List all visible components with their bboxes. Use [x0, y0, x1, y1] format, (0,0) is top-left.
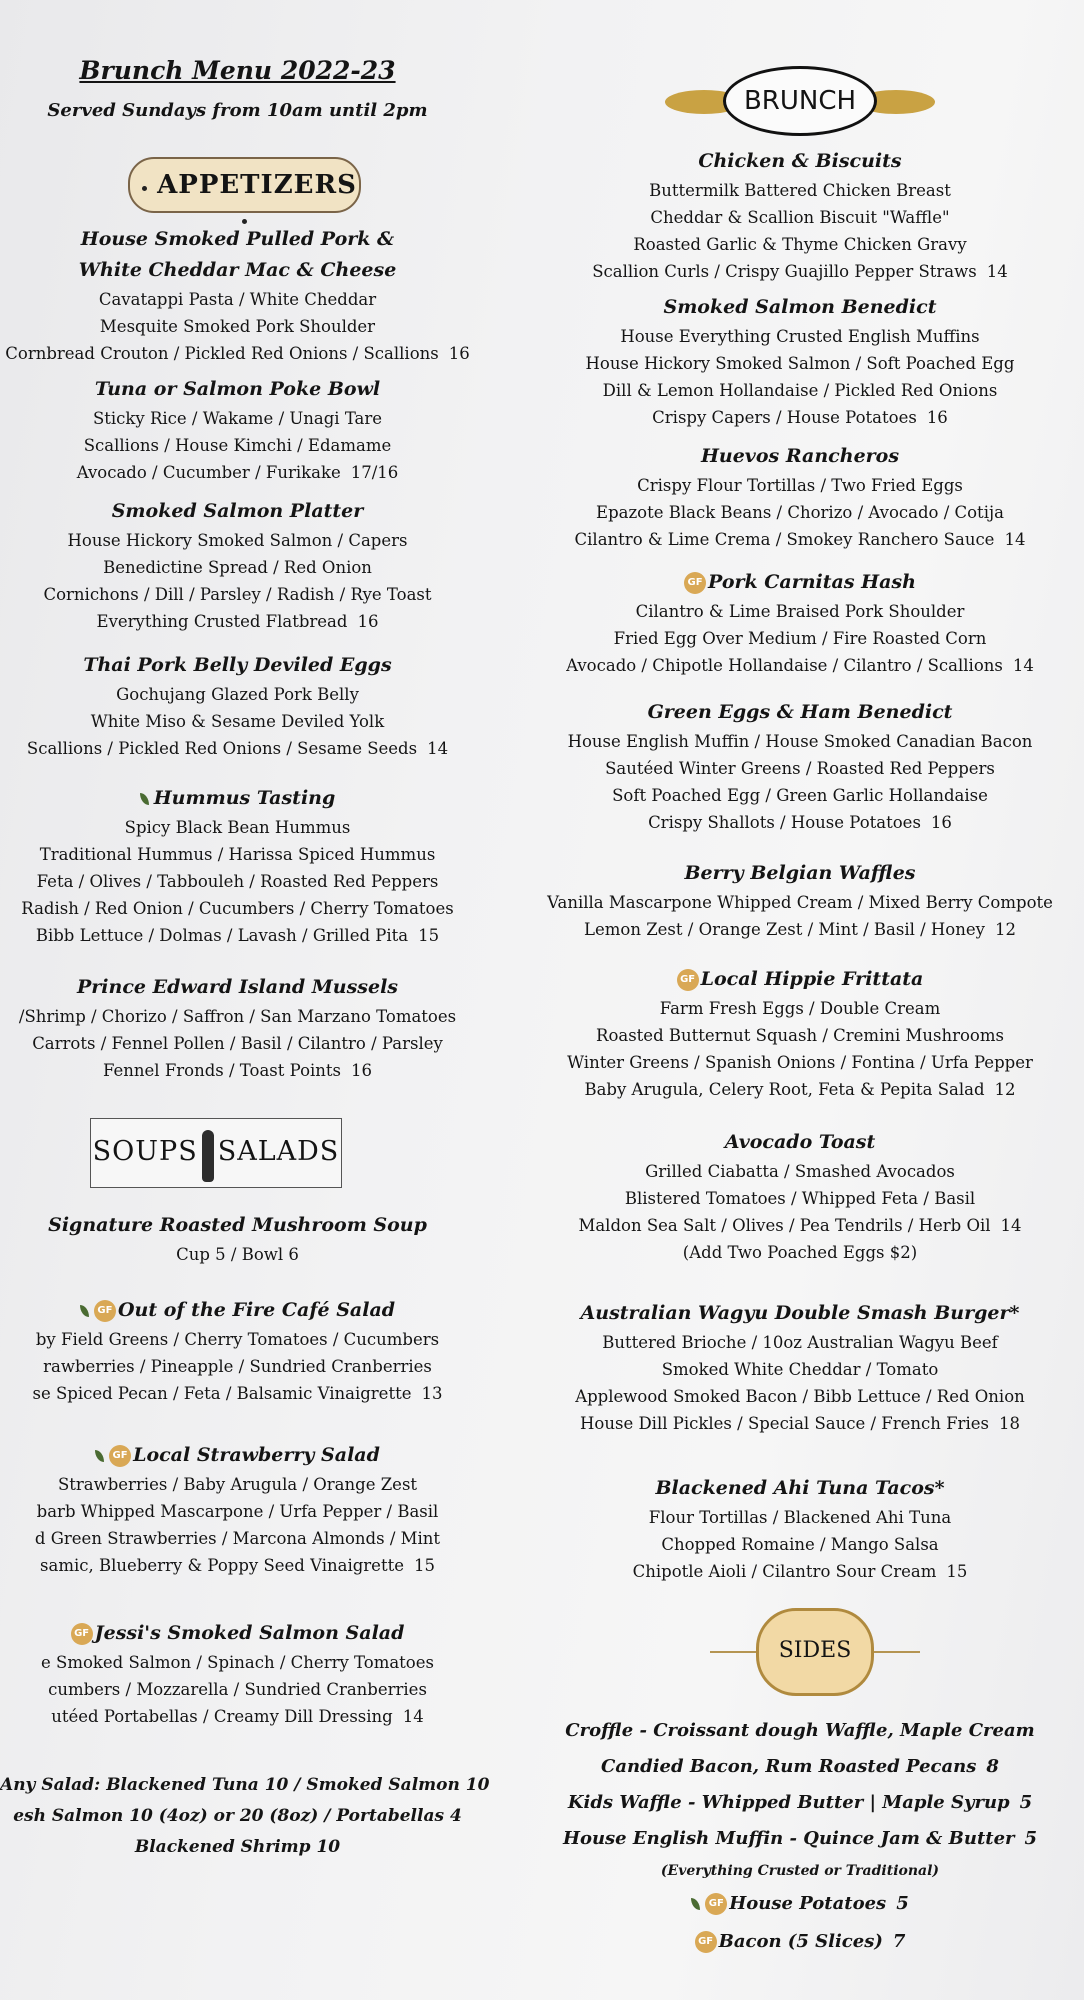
item-name: Berry Belgian Waffles: [684, 862, 916, 884]
brunch-item: GF Local Hippie Frittata Farm Fresh Eggs / Double Cream Roasted Butternut Squash / Cremini Mushrooms Winter Greens / Spanish Onions / Fontina / Urfa Pepper Baby Arugula, Celery Root, Feta & Pepita Salad 12: [530, 964, 1070, 1103]
item-name: GF Pork Carnitas Hash: [530, 567, 1070, 598]
vegetarian-leaf-icon: [80, 1305, 89, 1317]
appetizer-item: Thai Pork Belly Deviled Eggs Gochujang Glazed Pork Belly White Miso & Sesame Deviled Yolk Scallions / Pickled Red Onions / Sesame Seeds 14: [0, 650, 475, 762]
vegetarian-leaf-icon: [691, 1898, 700, 1910]
item-price: 16: [926, 408, 948, 427]
item-name: GF Out of the Fire Café Salad: [0, 1295, 475, 1326]
item-price: 15: [413, 1556, 435, 1575]
brunch-item: Green Eggs & Ham Benedict House English Muffin / House Smoked Canadian Bacon Sautéed Winter Greens / Roasted Red Peppers Soft Poached Egg / Green Garlic Hollandaise Crispy Shallots / House Potatoes 16: [530, 697, 1070, 836]
item-name: Green Eggs & Ham Benedict: [647, 701, 953, 723]
vegetarian-leaf-icon: [95, 1450, 104, 1462]
salad-addons: Any Salad: Blackened Tuna 10 / Smoked Salmon 10 esh Salmon 10 (4oz) or 20 (8oz) / Portabellas 4 Blackened Shrimp 10: [0, 1775, 490, 1857]
side-item: Croffle - Croissant dough Waffle, Maple Cream: [565, 1720, 1035, 1741]
brunch-item: GF Pork Carnitas Hash Cilantro & Lime Braised Pork Shoulder Fried Egg Over Medium / Fire Roasted Corn Avocado / Chipotle Hollandaise / Cilantro / Scallions 14: [530, 567, 1070, 679]
gluten-free-icon: GF: [705, 1893, 727, 1915]
menu-subtitle: Served Sundays from 10am until 2pm: [47, 100, 428, 121]
brunch-item: Avocado Toast Grilled Ciabatta / Smashed Avocados Blistered Tomatoes / Whipped Feta / Basil Maldon Sea Salt / Olives / Pea Tendrils / Herb Oil 14 (Add Two Poached Eggs $2): [530, 1127, 1070, 1266]
appetizer-item: House Smoked Pulled Pork & White Cheddar Mac & Cheese Cavatappi Pasta / White Cheddar Mesquite Smoked Pork Shoulder Cornbread Crouton / Pickled Red Onions / Scallions 16: [0, 224, 475, 367]
gluten-free-icon: GF: [695, 1931, 717, 1953]
appetizer-item: Hummus Tasting Spicy Black Bean Hummus Traditional Hummus / Harissa Spiced Hummus Feta / Olives / Tabbouleh / Roasted Red Peppers Radish / Red Onion / Cucumbers / Cherry Tomatoes Bibb Lettuce / Dolmas / Lavash / Grilled Pita 15: [0, 783, 475, 949]
item-name: House Smoked Pulled Pork &: [80, 228, 395, 250]
brunch-item: Huevos Rancheros Crispy Flour Tortillas / Two Fried Eggs Epazote Black Beans / Chorizo / Avocado / Cotija Cilantro & Lime Crema / Smokey Ranchero Sauce 14: [530, 441, 1070, 553]
item-price: 16: [357, 612, 379, 631]
soups-salads-header: SOUPS SALADS: [90, 1118, 342, 1188]
brunch-item: Berry Belgian Waffles Vanilla Mascarpone Whipped Cream / Mixed Berry Compote Lemon Zest / Orange Zest / Mint / Basil / Honey 12: [530, 858, 1070, 943]
brunch-item: Blackened Ahi Tuna Tacos* Flour Tortillas / Blackened Ahi Tuna Chopped Romaine / Mango Salsa Chipotle Aioli / Cilantro Sour Cream 15: [530, 1473, 1070, 1585]
side-item: GF Bacon (5 Slices) 7: [530, 1923, 1070, 1961]
salad-item: GF Jessi's Smoked Salmon Salad e Smoked Salmon / Spinach / Cherry Tomatoes cumbers / Mozzarella / Sundried Cranberries utéed Portabellas / Creamy Dill Dressing 14: [0, 1618, 475, 1730]
brunch-header: BRUNCH: [665, 66, 935, 138]
item-price: 14: [427, 739, 449, 758]
side-item: Candied Bacon, Rum Roasted Pecans 8: [601, 1756, 999, 1777]
item-price: 14: [1012, 656, 1034, 675]
item-price: 12: [994, 920, 1016, 939]
side-item: House English Muffin - Quince Jam & Butter 5: [562, 1828, 1038, 1849]
item-name: Prince Edward Island Mussels: [76, 976, 398, 998]
sides-list: [530, 1713, 1070, 1961]
gluten-free-icon: GF: [109, 1445, 131, 1467]
appetizer-item: Prince Edward Island Mussels /Shrimp / Chorizo / Saffron / San Marzano Tomatoes Carrots / Fennel Pollen / Basil / Cilantro / Parsley Fennel Fronds / Toast Points 16: [0, 972, 475, 1084]
item-price: 13: [421, 1384, 443, 1403]
item-name-line2: White Cheddar Mac & Cheese: [78, 259, 397, 281]
soup-item: Signature Roasted Mushroom Soup Cup 5 / Bowl 6: [0, 1210, 475, 1268]
brunch-item: Smoked Salmon Benedict House Everything Crusted English Muffins House Hickory Smoked Salmon / Soft Poached Egg Dill & Lemon Hollandaise / Pickled Red Onions Crispy Capers / House Potatoes 16: [530, 292, 1070, 431]
side-note: (Everything Crusted or Traditional): [660, 1863, 940, 1879]
salad-item: GF Out of the Fire Café Salad by Field Greens / Cherry Tomatoes / Cucumbers rawberries / Pineapple / Sundried Cranberries se Spiced Pecan / Feta / Balsamic Vinaigrette 13: [0, 1295, 475, 1407]
side-item: GF House Potatoes 5: [530, 1885, 1070, 1923]
item-name: GF Jessi's Smoked Salmon Salad: [0, 1618, 475, 1649]
item-price: 14: [986, 262, 1008, 281]
item-name: Chicken & Biscuits: [698, 150, 902, 172]
brunch-item: Australian Wagyu Double Smash Burger* Buttered Brioche / 10oz Australian Wagyu Beef Smoked White Cheddar / Tomato Applewood Smoked Bacon / Bibb Lettuce / Red Onion House Dill Pickles / Special Sauce / French Fries 18: [530, 1298, 1070, 1437]
item-price: 14: [1000, 1216, 1022, 1235]
gluten-free-icon: GF: [684, 572, 706, 594]
item-name: Thai Pork Belly Deviled Eggs: [83, 654, 392, 676]
item-price: 12: [994, 1080, 1016, 1099]
appetizer-item: Smoked Salmon Platter House Hickory Smoked Salmon / Capers Benedictine Spread / Red Onion Cornichons / Dill / Parsley / Radish / Rye Toast Everything Crusted Flatbread 16: [0, 496, 475, 635]
appetizer-item: Tuna or Salmon Poke Bowl Sticky Rice / Wakame / Unagi Tare Scallions / House Kimchi / Edamame Avocado / Cucumber / Furikake 17/16: [0, 374, 475, 486]
item-name: Smoked Salmon Benedict: [663, 296, 937, 318]
item-price: 14: [1004, 530, 1026, 549]
gluten-free-icon: GF: [94, 1300, 116, 1322]
item-name: Smoked Salmon Platter: [111, 500, 364, 522]
item-name: Hummus Tasting: [0, 783, 475, 814]
item-name: Tuna or Salmon Poke Bowl: [94, 378, 381, 400]
appetizers-header: APPETIZERS: [128, 157, 361, 213]
item-name: Avocado Toast: [724, 1131, 876, 1153]
item-price: 14: [402, 1707, 424, 1726]
gluten-free-icon: GF: [71, 1623, 93, 1645]
sides-header: SIDES: [710, 1608, 920, 1696]
side-item: Kids Waffle - Whipped Butter | Maple Syrup 5: [567, 1792, 1033, 1813]
item-name: Huevos Rancheros: [700, 445, 900, 467]
item-price: 18: [998, 1414, 1020, 1433]
item-price: 15: [418, 926, 440, 945]
item-price: 16: [930, 813, 952, 832]
item-name: Blackened Ahi Tuna Tacos*: [655, 1477, 945, 1499]
item-name: Australian Wagyu Double Smash Burger*: [580, 1302, 1020, 1324]
item-price: 15: [946, 1562, 968, 1581]
item-name: Signature Roasted Mushroom Soup: [48, 1214, 427, 1236]
gluten-free-icon: GF: [677, 969, 699, 991]
menu-title: Brunch Menu 2022-23: [79, 56, 396, 85]
item-price: 16: [448, 344, 470, 363]
brunch-item: Chicken & Biscuits Buttermilk Battered Chicken Breast Cheddar & Scallion Biscuit "Waffle" Roasted Garlic & Thyme Chicken Gravy Scallion Curls / Crispy Guajillo Pepper Straws 14: [530, 146, 1070, 285]
item-price: 16: [351, 1061, 373, 1080]
salad-item: GF Local Strawberry Salad Strawberries / Baby Arugula / Orange Zest barb Whipped Mascarpone / Urfa Pepper / Basil d Green Strawberries / Marcona Almonds / Mint samic, Blueberry & Poppy Seed Vinaigrette 15: [0, 1440, 475, 1579]
item-name: GF Local Strawberry Salad: [0, 1440, 475, 1471]
item-name: GF Local Hippie Frittata: [530, 964, 1070, 995]
item-price: 17/16: [350, 463, 399, 482]
dot-left-icon: [142, 186, 147, 191]
vegetarian-leaf-icon: [140, 793, 149, 805]
spoon-icon: [202, 1130, 214, 1182]
